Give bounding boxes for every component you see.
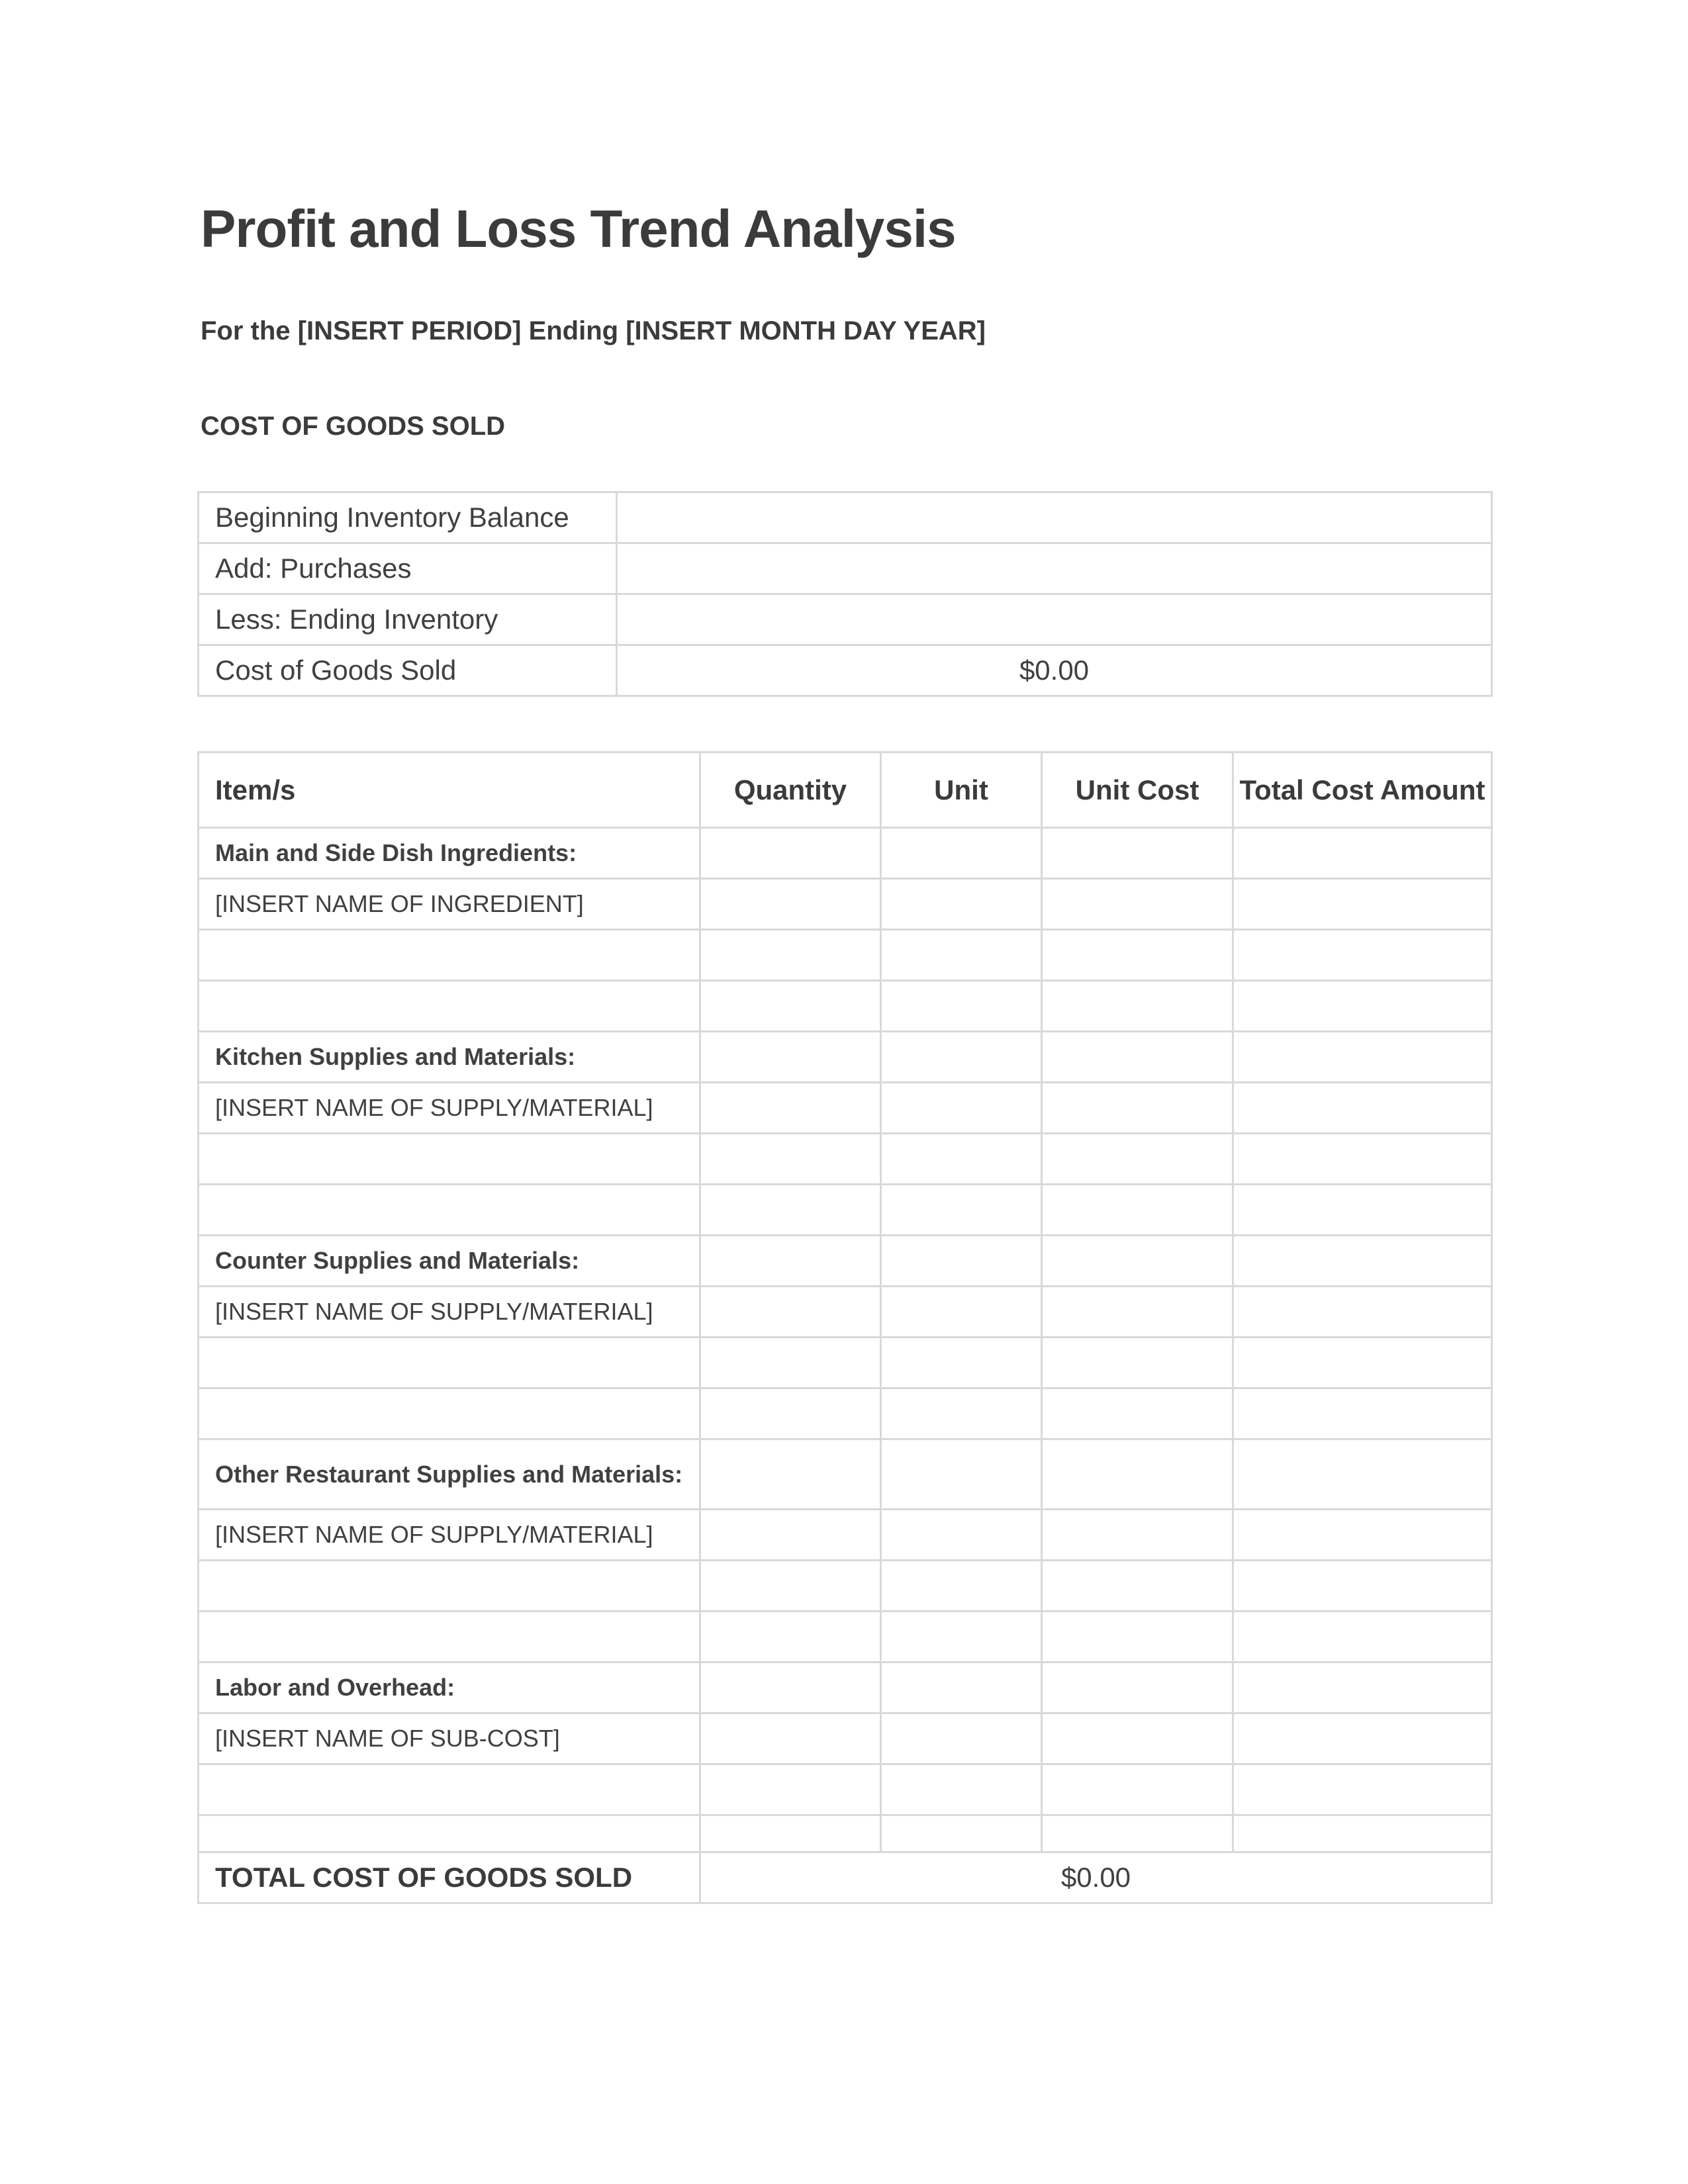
table-cell[interactable]: [199, 1561, 700, 1612]
table-cell[interactable]: [700, 1815, 881, 1852]
table-cell[interactable]: [881, 1561, 1042, 1612]
summary-row-purchases: [199, 543, 1492, 594]
table-cell[interactable]: [700, 1439, 881, 1510]
table-cell[interactable]: [1233, 1662, 1492, 1713]
total-value[interactable]: $0.00: [700, 1852, 1492, 1903]
table-cell[interactable]: [700, 930, 881, 981]
table-cell[interactable]: [1233, 1764, 1492, 1815]
summary-label: Beginning Inventory Balance: [199, 492, 617, 543]
table-row: [199, 1388, 1492, 1439]
table-cell[interactable]: [199, 1815, 700, 1852]
table-cell[interactable]: [1042, 1032, 1233, 1083]
table-cell[interactable]: [1233, 1612, 1492, 1662]
table-cell[interactable]: [199, 981, 700, 1032]
table-cell[interactable]: [1042, 1815, 1233, 1852]
table-cell[interactable]: [700, 1388, 881, 1439]
table-cell[interactable]: [881, 1662, 1042, 1713]
item-placeholder[interactable]: [INSERT NAME OF INGREDIENT]: [199, 879, 700, 930]
table-cell[interactable]: [1233, 1338, 1492, 1388]
table-cell[interactable]: [1233, 1083, 1492, 1134]
table-cell[interactable]: [700, 1662, 881, 1713]
column-header-unit: Unit: [881, 752, 1042, 828]
table-cell[interactable]: [1233, 981, 1492, 1032]
table-cell[interactable]: [881, 1815, 1042, 1852]
category-label: Kitchen Supplies and Materials:: [199, 1032, 700, 1083]
category-label: Other Restaurant Supplies and Materials:: [199, 1439, 700, 1510]
table-header-row: [199, 752, 1492, 828]
summary-row-cost-of-goods-sold: [199, 645, 1492, 696]
total-label: TOTAL COST OF GOODS SOLD: [199, 1852, 700, 1903]
table-cell[interactable]: [1233, 1185, 1492, 1236]
table-row: [199, 1510, 1492, 1561]
category-row: [199, 1439, 1492, 1510]
item-placeholder[interactable]: [INSERT NAME OF SUB-COST]: [199, 1713, 700, 1764]
table-row: [199, 1185, 1492, 1236]
column-header-unit-cost: Unit Cost: [1042, 752, 1233, 828]
table-cell[interactable]: [700, 1561, 881, 1612]
table-cell[interactable]: [881, 1083, 1042, 1134]
section-heading-cogs: COST OF GOODS SOLD: [201, 412, 506, 441]
cogs-summary-table: [197, 491, 1493, 697]
table-cell[interactable]: [1233, 1134, 1492, 1185]
table-cell[interactable]: [1233, 1561, 1492, 1612]
summary-label: Less: Ending Inventory: [199, 594, 617, 645]
table-cell[interactable]: [199, 1185, 700, 1236]
table-cell[interactable]: [1233, 930, 1492, 981]
table-cell[interactable]: [1042, 1287, 1233, 1338]
table-cell[interactable]: [700, 1185, 881, 1236]
summary-value-cell[interactable]: $0.00: [617, 645, 1492, 696]
table-cell[interactable]: [199, 1338, 700, 1388]
table-cell[interactable]: [1042, 1185, 1233, 1236]
table-cell[interactable]: [1042, 1236, 1233, 1287]
table-cell[interactable]: [199, 1134, 700, 1185]
table-cell[interactable]: [881, 1032, 1042, 1083]
table-cell[interactable]: [700, 879, 881, 930]
table-cell[interactable]: [1233, 1713, 1492, 1764]
table-row: [199, 1287, 1492, 1338]
table-cell[interactable]: [700, 828, 881, 879]
table-cell[interactable]: [1042, 1338, 1233, 1388]
table-cell[interactable]: [1042, 1510, 1233, 1561]
table-cell[interactable]: [700, 1032, 881, 1083]
summary-row-beginning-inventory: [199, 492, 1492, 543]
table-cell[interactable]: [1042, 879, 1233, 930]
table-cell[interactable]: [881, 1236, 1042, 1287]
total-row: [199, 1852, 1492, 1903]
table-cell[interactable]: [881, 1185, 1042, 1236]
table-cell[interactable]: [199, 930, 700, 981]
table-cell[interactable]: [881, 828, 1042, 879]
table-cell[interactable]: [1233, 1388, 1492, 1439]
summary-value-cell[interactable]: [617, 594, 1492, 645]
table-cell[interactable]: [881, 1764, 1042, 1815]
table-cell[interactable]: [1042, 1713, 1233, 1764]
table-cell[interactable]: [881, 1388, 1042, 1439]
item-placeholder[interactable]: [INSERT NAME OF SUPPLY/MATERIAL]: [199, 1287, 700, 1338]
table-cell[interactable]: [1233, 879, 1492, 930]
table-cell[interactable]: [881, 930, 1042, 981]
summary-value-cell[interactable]: [617, 492, 1492, 543]
summary-row-ending-inventory: [199, 594, 1492, 645]
item-placeholder[interactable]: [INSERT NAME OF SUPPLY/MATERIAL]: [199, 1083, 700, 1134]
table-cell[interactable]: [881, 879, 1042, 930]
table-cell[interactable]: [700, 1764, 881, 1815]
item-placeholder[interactable]: [INSERT NAME OF SUPPLY/MATERIAL]: [199, 1510, 700, 1561]
table-cell[interactable]: [1042, 1662, 1233, 1713]
table-cell[interactable]: [1042, 1439, 1233, 1510]
table-cell[interactable]: [700, 1287, 881, 1338]
table-cell[interactable]: [199, 1612, 700, 1662]
table-cell[interactable]: [881, 981, 1042, 1032]
table-cell[interactable]: [1042, 1083, 1233, 1134]
table-cell[interactable]: [1042, 1134, 1233, 1185]
table-row: [199, 1815, 1492, 1852]
table-cell[interactable]: [1233, 1287, 1492, 1338]
table-row: [199, 1561, 1492, 1612]
category-row: [199, 1662, 1492, 1713]
table-cell[interactable]: [700, 1236, 881, 1287]
category-row: [199, 828, 1492, 879]
table-cell[interactable]: [881, 1713, 1042, 1764]
table-cell[interactable]: [700, 1612, 881, 1662]
table-cell[interactable]: [1233, 1510, 1492, 1561]
table-cell[interactable]: [881, 1510, 1042, 1561]
column-header-total-cost: Total Cost Amount: [1233, 752, 1492, 828]
table-cell[interactable]: [700, 1083, 881, 1134]
table-cell[interactable]: [1042, 828, 1233, 879]
table-row: [199, 1134, 1492, 1185]
category-label: Counter Supplies and Materials:: [199, 1236, 700, 1287]
cost-items-table: [197, 751, 1493, 1904]
table-cell[interactable]: [700, 1338, 881, 1388]
column-header-item: Item/s: [199, 752, 700, 828]
table-cell[interactable]: [1042, 1764, 1233, 1815]
table-cell[interactable]: [1042, 1612, 1233, 1662]
page-title: Profit and Loss Trend Analysis: [201, 199, 956, 258]
table-cell[interactable]: [881, 1338, 1042, 1388]
table-cell[interactable]: [199, 1388, 700, 1439]
table-cell[interactable]: [700, 1510, 881, 1561]
table-cell[interactable]: [881, 1439, 1042, 1510]
category-label: Labor and Overhead:: [199, 1662, 700, 1713]
category-row: [199, 1032, 1492, 1083]
table-cell[interactable]: [881, 1287, 1042, 1338]
column-header-quantity: Quantity: [700, 752, 881, 828]
table-cell[interactable]: [1042, 981, 1233, 1032]
table-row: [199, 879, 1492, 930]
table-row: [199, 930, 1492, 981]
table-cell[interactable]: [1042, 1561, 1233, 1612]
table-cell[interactable]: [1042, 1388, 1233, 1439]
table-cell[interactable]: [700, 1134, 881, 1185]
table-cell[interactable]: [700, 981, 881, 1032]
table-cell[interactable]: [881, 1134, 1042, 1185]
table-cell[interactable]: [199, 1764, 700, 1815]
summary-value-cell[interactable]: [617, 543, 1492, 594]
report-period-subtitle: For the [INSERT PERIOD] Ending [INSERT MONTH DAY YEAR]: [201, 316, 986, 345]
table-row: [199, 1713, 1492, 1764]
table-cell[interactable]: [1233, 1439, 1492, 1510]
table-cell[interactable]: [1233, 1032, 1492, 1083]
table-row: [199, 1764, 1492, 1815]
table-cell[interactable]: [1233, 1236, 1492, 1287]
table-cell[interactable]: [1233, 1815, 1492, 1852]
table-cell[interactable]: [1233, 828, 1492, 879]
table-row: [199, 1338, 1492, 1388]
summary-label: Add: Purchases: [199, 543, 617, 594]
table-row: [199, 981, 1492, 1032]
category-label: Main and Side Dish Ingredients:: [199, 828, 700, 879]
table-cell[interactable]: [881, 1612, 1042, 1662]
table-row: [199, 1612, 1492, 1662]
summary-label: Cost of Goods Sold: [199, 645, 617, 696]
table-cell[interactable]: [1042, 930, 1233, 981]
table-row: [199, 1083, 1492, 1134]
table-cell[interactable]: [700, 1713, 881, 1764]
category-row: [199, 1236, 1492, 1287]
